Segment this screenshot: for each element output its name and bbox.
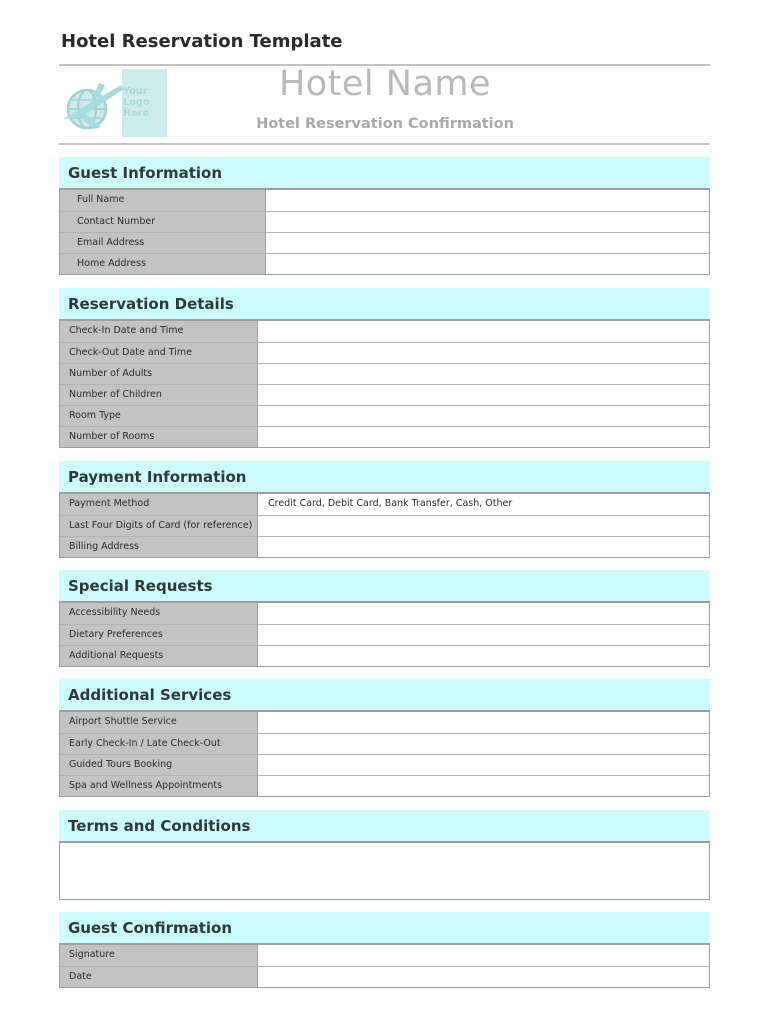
payment-table [59,494,710,558]
field-label: Airport Shuttle Service [60,712,258,733]
section-reservation-details [59,288,710,448]
table-row [60,494,709,515]
spa-field[interactable] [258,776,709,796]
table-row [60,363,709,384]
billing-address-field[interactable] [258,537,709,557]
check-out-field[interactable] [258,343,709,363]
section-terms-and-conditions [59,810,710,900]
home-address-field[interactable] [266,254,709,274]
table-row [60,645,709,666]
table-row [60,712,709,733]
early-late-field[interactable] [258,734,709,754]
field-label: Early Check-In / Late Check-Out [60,734,258,754]
globe-airplane-logo-icon [61,79,127,131]
confirmation-table [59,945,710,988]
services-table [59,712,710,797]
field-label: Billing Address [60,537,258,557]
check-in-field[interactable] [258,321,709,342]
table-row [60,384,709,405]
table-row [60,733,709,754]
document-title: Hotel Reservation Template [61,31,343,52]
section-special-requests [59,570,710,667]
section-title: Additional Services [59,679,710,712]
logo-text: Your Logo Here [123,86,150,119]
field-label: Last Four Digits of Card (for reference) [60,516,258,536]
additional-requests-field[interactable] [258,646,709,666]
children-field[interactable] [258,385,709,405]
table-row [60,775,709,796]
email-address-field[interactable] [266,233,709,253]
section-guest-confirmation [59,912,710,988]
field-label: Full Name [60,190,266,211]
field-label: Accessibility Needs [60,603,258,624]
accessibility-field[interactable] [258,603,709,624]
table-row [60,211,709,232]
table-row [60,426,709,447]
table-row [60,624,709,645]
full-name-field[interactable] [266,190,709,211]
field-label: Dietary Preferences [60,625,258,645]
table-row [60,321,709,342]
room-type-field[interactable] [258,406,709,426]
table-row [60,232,709,253]
table-row [60,190,709,211]
table-row [60,515,709,536]
table-row [60,536,709,557]
section-title: Payment Information [59,461,710,494]
table-row [60,754,709,775]
field-label: Room Type [60,406,258,426]
field-label: Check-In Date and Time [60,321,258,342]
table-row [60,966,709,987]
table-row [60,603,709,624]
signature-field[interactable] [258,945,709,966]
section-title: Terms and Conditions [59,810,710,843]
field-label: Payment Method [60,494,258,515]
field-label: Guided Tours Booking [60,755,258,775]
section-payment-information [59,461,710,558]
field-label: Contact Number [60,212,266,232]
hotel-name: Hotel Name [278,64,492,104]
special-requests-table [59,603,710,667]
guest-info-table [59,190,710,275]
tours-field[interactable] [258,755,709,775]
field-label: Date [60,967,258,987]
card-digits-field[interactable] [258,516,709,536]
field-label: Additional Requests [60,646,258,666]
field-label: Email Address [60,233,266,253]
table-row [60,405,709,426]
section-title: Special Requests [59,570,710,603]
section-guest-information [59,157,710,275]
field-label: Number of Children [60,385,258,405]
table-row [60,342,709,363]
field-label: Spa and Wellness Appointments [60,776,258,796]
field-label: Check-Out Date and Time [60,343,258,363]
section-title: Guest Information [59,157,710,190]
header-divider [59,143,710,145]
reservation-table [59,321,710,448]
section-title: Guest Confirmation [59,912,710,945]
field-label: Number of Rooms [60,427,258,447]
shuttle-field[interactable] [258,712,709,733]
terms-text-area[interactable] [59,843,710,900]
hotel-subtitle: Hotel Reservation Confirmation [256,116,514,132]
dietary-field[interactable] [258,625,709,645]
section-additional-services [59,679,710,797]
logo-placeholder [61,69,167,139]
section-title: Reservation Details [59,288,710,321]
table-row [60,945,709,966]
payment-method-field[interactable]: Credit Card, Debit Card, Bank Transfer, Cash, Other [258,494,709,515]
field-label: Signature [60,945,258,966]
contact-number-field[interactable] [266,212,709,232]
adults-field[interactable] [258,364,709,384]
date-field[interactable] [258,967,709,987]
field-label: Home Address [60,254,266,274]
field-label: Number of Adults [60,364,258,384]
table-row [60,253,709,274]
rooms-field[interactable] [258,427,709,447]
